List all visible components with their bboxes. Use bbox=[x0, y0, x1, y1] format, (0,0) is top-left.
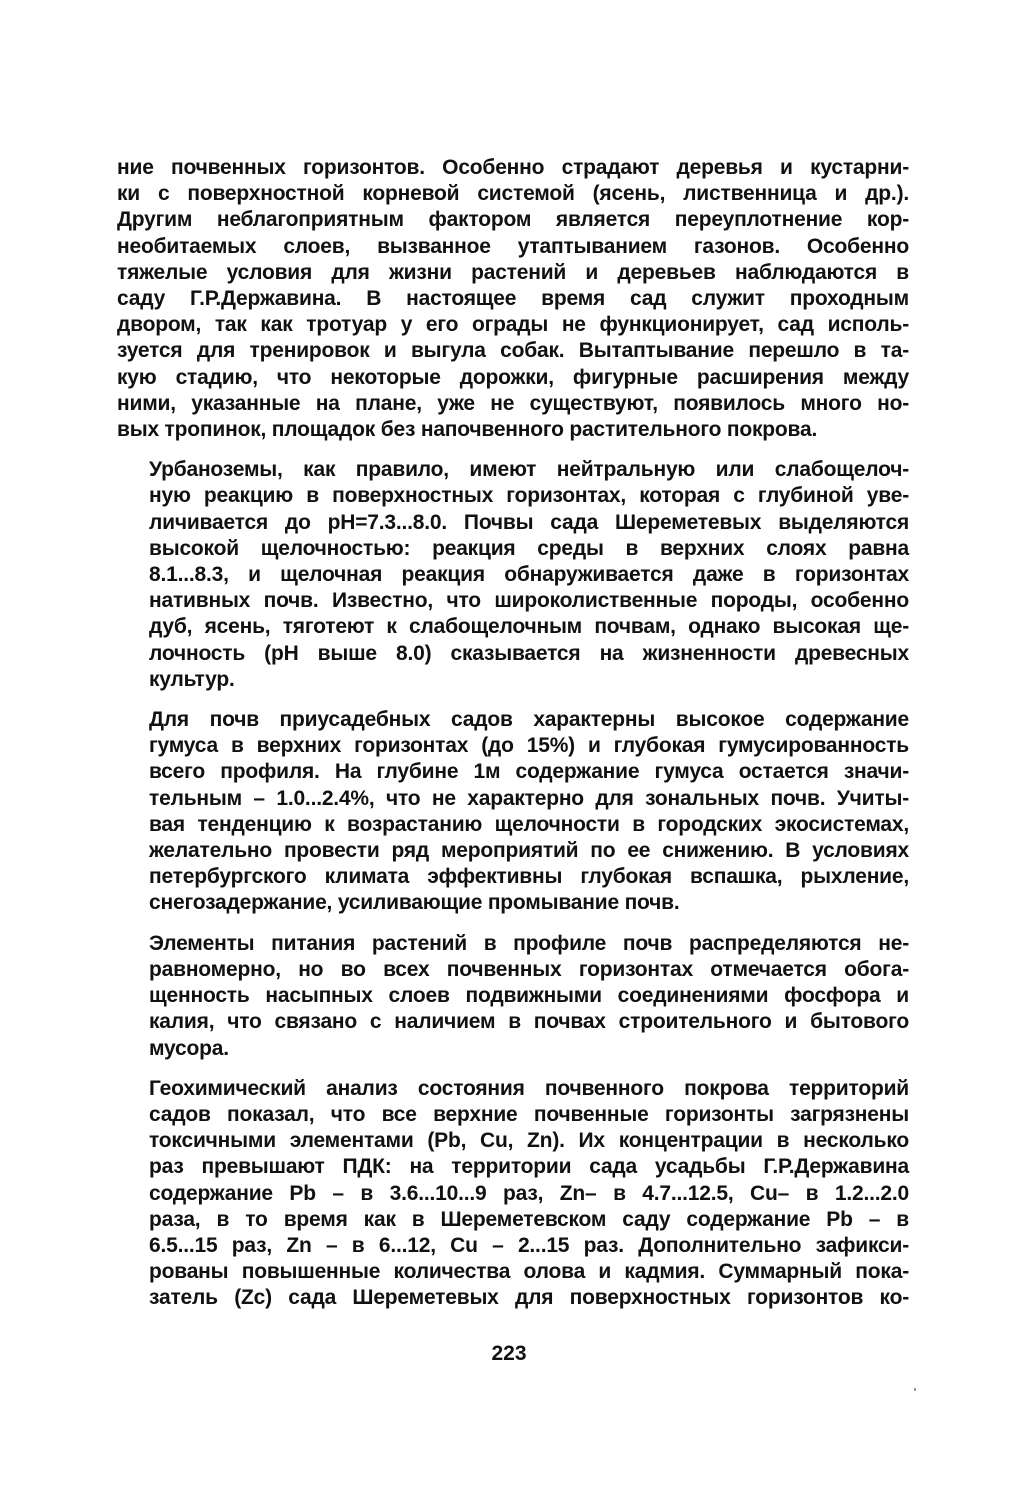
text-line: равномерно, но во всех почвенных горизонтах отмечается обога- bbox=[149, 957, 909, 981]
text-line: вая тенденцию к возрастанию щелочности в городских экосистемах, bbox=[149, 812, 909, 836]
text-line: раз превышают ПДК: на территории сада усадьбы Г.Р.Державина bbox=[149, 1155, 909, 1179]
text-line: двором, так как тротуар у его ограды не функционирует, сад исполь- bbox=[117, 313, 909, 337]
scan-speck bbox=[914, 1388, 916, 1391]
text-line: калия, что связано с наличием в почвах строительного и бытового bbox=[149, 1010, 909, 1034]
text-line: ними, указанные на плане, уже не существуют, появилось много но- bbox=[117, 391, 909, 415]
text-line: петербургского климата эффективны глубокая вспашка, рыхление, bbox=[149, 865, 909, 889]
text-line: высокой щелочностью: реакция среды в верхних слоях равна bbox=[149, 536, 909, 560]
text-line: мусора. bbox=[149, 1036, 229, 1060]
text-line: снегозадержание, усиливающие промывание почв. bbox=[149, 891, 680, 915]
paragraph-4 bbox=[117, 931, 909, 1062]
paragraph-1 bbox=[117, 155, 909, 443]
text-line: культур. bbox=[149, 667, 235, 691]
text-line: Другим неблагоприятным фактором является переуплотнение кор- bbox=[117, 208, 909, 232]
text-line: ки с поверхностной корневой системой (ясень, лиственница и др.). bbox=[117, 182, 909, 206]
text-line: необитаемых слоев, вызванное утаптыванием газонов. Особенно bbox=[117, 234, 909, 258]
text-line: вых тропинок, площадок без напочвенного растительного покрова. bbox=[117, 418, 818, 442]
text-line: ную реакцию в поверхностных горизонтах, которая с глубиной уве- bbox=[149, 484, 909, 508]
text-line: Урбаноземы, как правило, имеют нейтральную или слабощелоч- bbox=[149, 458, 909, 482]
text-line: саду Г.Р.Державина. В настоящее время сад служит проходным bbox=[117, 287, 909, 311]
text-line: тяжелые условия для жизни растений и деревьев наблюдаются в bbox=[117, 260, 909, 284]
text-line: 6.5...15 раз, Zn – в 6...12, Cu – 2...15 раз. Дополнительно зафикси- bbox=[149, 1233, 909, 1257]
text-line: кую стадию, что некоторые дорожки, фигурные расширения между bbox=[117, 365, 909, 389]
text-line: затель (Zc) сада Шереметевых для поверхностных горизонтов ко- bbox=[149, 1286, 909, 1310]
text-line: Элементы питания растений в профиле почв распределяются не- bbox=[149, 931, 909, 955]
paragraph-5 bbox=[117, 1076, 909, 1312]
text-line: ние почвенных горизонтов. Особенно страдают деревья и кустарни- bbox=[117, 156, 909, 179]
text-line: лочность (pH выше 8.0) сказывается на жизненности древесных bbox=[149, 641, 909, 665]
text-line: зуется для тренировок и выгула собак. Вытаптывание перешло в та- bbox=[117, 339, 909, 363]
text-line: личивается до pH=7.3...8.0. Почвы сада Шереметевых выделяются bbox=[149, 510, 909, 534]
text-line: дуб, ясень, тяготеют к слабощелочным почвам, однако высокая ще- bbox=[149, 615, 909, 639]
text-line: гумуса в верхних горизонтах (до 15%) и глубокая гумусированность bbox=[149, 734, 909, 758]
text-line: щенность насыпных слоев подвижными соединениями фосфора и bbox=[149, 984, 909, 1008]
text-line: 8.1...8.3, и щелочная реакция обнаруживается даже в горизонтах bbox=[149, 563, 909, 587]
text-line: садов показал, что все верхние почвенные горизонты загрязнены bbox=[149, 1102, 909, 1126]
text-line: содержание Pb – в 3.6...10...9 раз, Zn– в 4.7...12.5, Cu– в 1.2...2.0 bbox=[149, 1181, 909, 1205]
text-line: нативных почв. Известно, что широколиственные породы, особенно bbox=[149, 589, 909, 613]
text-line: желательно провести ряд мероприятий по ее снижению. В условиях bbox=[149, 839, 909, 863]
paragraph-2 bbox=[117, 457, 909, 693]
document-page-body bbox=[117, 155, 909, 1326]
page-number: 223 bbox=[491, 1342, 527, 1365]
text-line: всего профиля. На глубине 1м содержание гумуса остается значи- bbox=[149, 760, 909, 784]
paragraph-3 bbox=[117, 707, 909, 917]
text-line: Геохимический анализ состояния почвенного покрова территорий bbox=[149, 1076, 909, 1100]
text-line: раза, в то время как в Шереметевском саду содержание Pb – в bbox=[149, 1207, 909, 1231]
text-line: Для почв приусадебных садов характерны высокое содержание bbox=[149, 708, 909, 732]
text-line: токсичными элементами (Pb, Cu, Zn). Их концентрации в несколько bbox=[149, 1129, 909, 1153]
text-line: тельным – 1.0...2.4%, что не характерно для зональных почв. Учиты- bbox=[149, 786, 909, 810]
text-line: рованы повышенные количества олова и кадмия. Суммарный пока- bbox=[149, 1260, 909, 1284]
